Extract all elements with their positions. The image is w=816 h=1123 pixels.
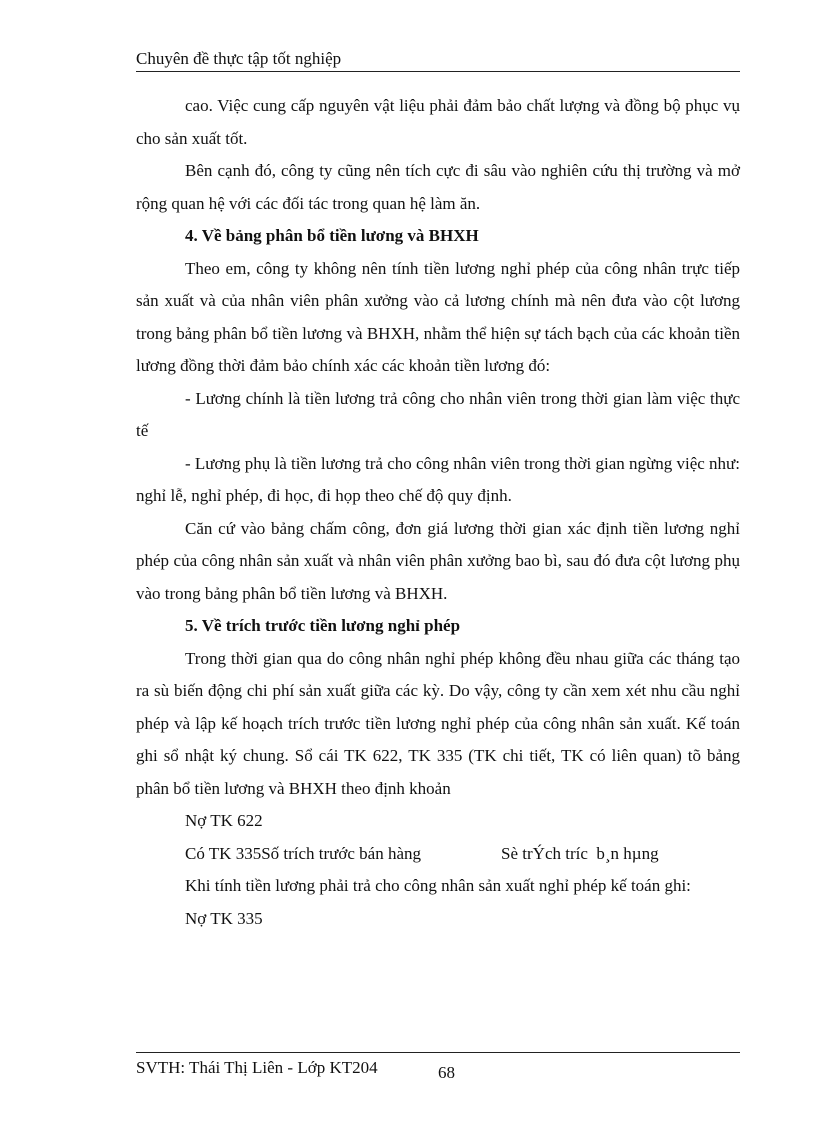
entry-credit-335	[136, 838, 740, 871]
paragraph-7: Trong thời gian qua do công nhân nghỉ phép không đều nhau giữa các tháng tạo ra sù biến động chi phí sản xuất giữa các kỳ. Do vậy, công ty cần xem xét nhu cầu nghỉ phép và lập kế hoạch trích trước tiền lương nghỉ phép của công nhân sản xuất. Kế toán ghi sổ nhật ký chung. Sổ cái TK 622, TK 335 (TK chi tiết, TK có liên quan) tõ bảng phân bổ tiền lương và BHXH theo định khoản	[136, 648, 740, 798]
page-header-title: Chuyên đề thực tập tốt nghiệp	[136, 49, 342, 68]
entry-credit-335-garbled: Sè trÝch tríc b¸n hµng	[501, 843, 659, 863]
section-heading-4: 4. Về bảng phân bổ tiền lương và BHXH	[185, 226, 479, 245]
paragraph-extra-salary: - Lương phụ là tiền lương trả cho công nhân viên trong thời gian ngừng việc như: nghỉ lễ, nghỉ phép, đi học, đi họp theo chế độ quy định.	[136, 453, 740, 505]
entry-credit-335-label: Có TK 335Số trích trước bán hàng	[185, 843, 422, 863]
footer-author: SVTH: Thái Thị Liên - Lớp KT204	[136, 1058, 378, 1077]
paragraph-2: Bên cạnh đó, công ty cũng nên tích cực đi sâu vào nghiên cứu thị trường và mở rộng quan hệ với các đối tác trong quan hệ làm ăn.	[136, 161, 740, 213]
entry-debit-335: Nợ TK 335	[185, 908, 263, 928]
entry-debit-622: Nợ TK 622	[185, 811, 263, 830]
paragraph-6: Căn cứ vào bảng chấm công, đơn giá lương thời gian xác định tiền lương nghỉ phép của công nhân sản xuất và nhân viên phân xưởng bao bì, sau đó đưa cột lương phụ vào trong bảng phân bổ tiền lương và BHXH.	[136, 518, 740, 603]
section-heading-5: 5. Về trích trước tiền lương nghỉ phép	[185, 616, 461, 635]
page-number: 68	[438, 1063, 455, 1082]
paragraph-main-salary: - Lương chính là tiền lương trả công cho nhân viên trong thời gian làm việc thực tế	[136, 388, 740, 440]
paragraph-3: Theo em, công ty không nên tính tiền lương nghỉ phép của công nhân trực tiếp sản xuất và của nhân viên phân xưởng vào cả lương chính mà nên đưa vào cột lương trong bảng phân bổ tiền lương và BHXH, nhằm thể hiện sự tách bạch của các khoản tiền lương đồng thời đảm bảo chính xác các khoản tiền lương đó:	[136, 258, 740, 375]
footer-divider	[136, 1052, 740, 1053]
page-body	[136, 90, 740, 935]
paragraph-8: Khi tính tiền lương phải trả cho công nhân sản xuất nghỉ phép kế toán ghi:	[185, 876, 691, 895]
header-divider	[136, 71, 740, 72]
paragraph-1: cao. Việc cung cấp nguyên vật liệu phải đảm bảo chất lượng và đồng bộ phục vụ cho sản xuất tốt.	[136, 96, 740, 148]
